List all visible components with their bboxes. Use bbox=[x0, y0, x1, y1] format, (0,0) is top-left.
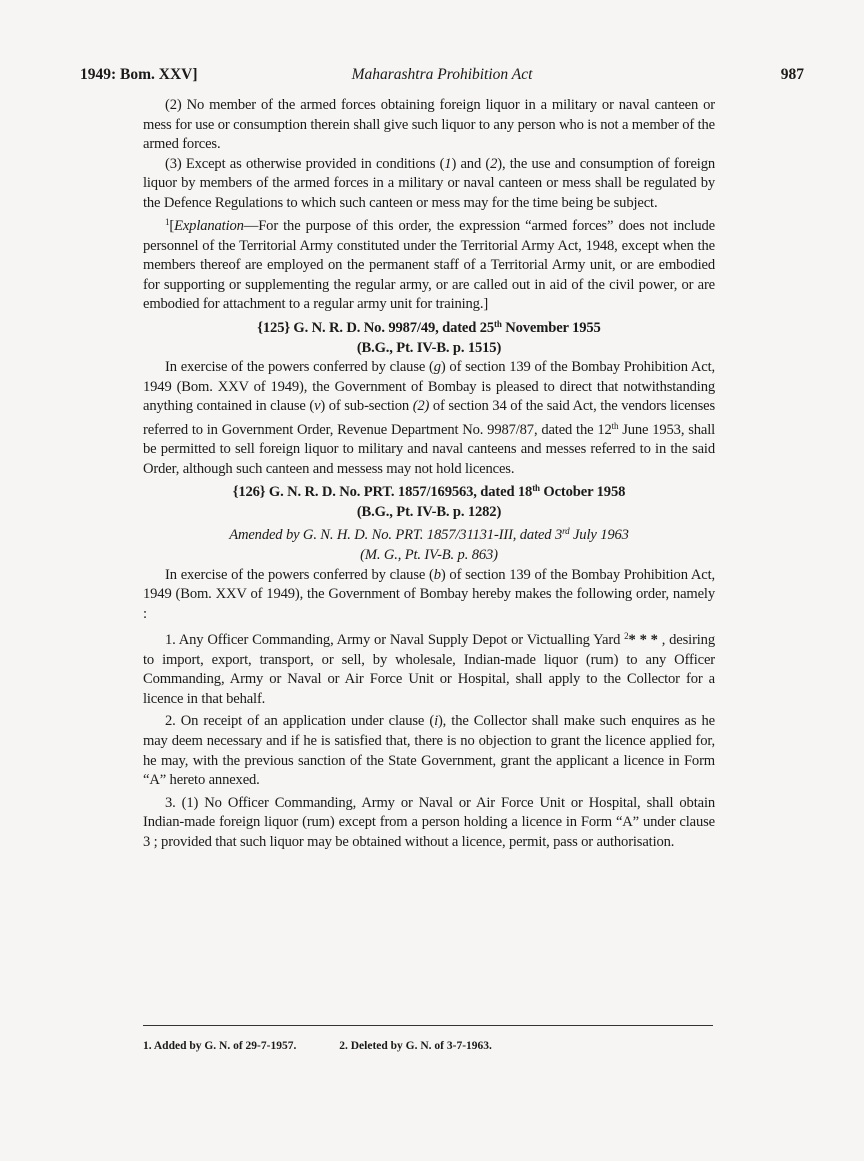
footnote-ref-1: 1 bbox=[165, 217, 170, 228]
order-126-clause-2: 2. On receipt of an application under clause (i), the Collector shall make such enquires as he may deem necessary and if he is satisfied that, there is no objection to grant the licence applied for, he may, with the previous sanction of the State Government, grant the applicant a licence in Form “A” hereto annexed. bbox=[143, 713, 715, 789]
order-126-heading: {126} G. N. R. D. No. PRT. 1857/169563, dated 18th October 1958 bbox=[232, 483, 626, 501]
explanation-paragraph: $^1$[Explanation—For the purpose of this order, the expression “armed forces” does not include personnel of the Territorial Army constituted under the Territorial Army Act, 1948, except when the members thereof are employed on the permanent staff of a Territorial Army unit, or are embodied for supporting or supplementing the regular army, or are called out in aid of the civil power, or are embodied for attachment to a regular army unit for training.] bbox=[143, 217, 715, 313]
order-126-amendment: Amended by G. N. H. D. No. PRT. 1857/31131-III, dated 3rd July 1963 bbox=[229, 526, 629, 544]
footnotes bbox=[143, 1040, 713, 1052]
order-125-gazette: (B.G., Pt. IV-B. p. 1515) bbox=[356, 339, 502, 356]
header-act-reference: 1949: Bom. XXV] bbox=[80, 66, 198, 83]
order-126-clause-1: 1. Any Officer Commanding, Army or Naval Supply Depot or Victualling Yard $^2$* * * , desiring to import, export, transport, or sell, by wholesale, Indian-made liquor (rum) to any Officer Commanding, Army or Naval or Air Force Unit or Hospital, shall apply to the Collector for a licence in that behalf. bbox=[143, 631, 715, 707]
order-126-amendment-gazette: (M. G., Pt. IV-B. p. 863) bbox=[360, 547, 498, 564]
page-body bbox=[143, 96, 715, 852]
order-125-heading: {125} G. N. R. D. No. 9987/49, dated 25th November 1955 bbox=[257, 319, 601, 337]
footnote-1: 1. Added by G. N. of 29-7-1957. bbox=[143, 1040, 297, 1052]
order-126-gazette: (B.G., Pt. IV-B. p. 1282) bbox=[356, 503, 502, 520]
order-126-clause-3: 3. (1) No Officer Commanding, Army or Naval or Air Force Unit or Hospital, shall obtain Indian-made foreign liquor (rum) except from a person holding a licence in Form “A” under clause 3 ; provided that such liquor may be obtained without a licence, permit, pass or authorisation. bbox=[143, 794, 715, 850]
condition-2: (2) No member of the armed forces obtaining foreign liquor in a military or naval canteen or mess for use or consumption therein shall give such liquor to any person who is not a member of the armed forces. bbox=[143, 97, 715, 153]
footnote-2: 2. Deleted by G. N. of 3-7-1963. bbox=[339, 1040, 492, 1052]
deleted-text-stars: * * * bbox=[628, 632, 658, 649]
footnote-divider bbox=[143, 1025, 713, 1026]
order-125-text: In exercise of the powers conferred by clause (g) of section 139 of the Bombay Prohibition Act, 1949 (Bom. XXV of 1949), the Government of Bombay is pleased to direct that notwithstanding anything contained in clause (v) of sub-section (2) of section 34 of the said Act, the vendors licenses referred to in Government Order, Revenue Department No. 9987/87, dated the 12th June 1953, shall be permitted to sell foreign liquor to military and naval canteens and messes referred to in the said Order, although such canteen and messess may not hold licences. bbox=[143, 359, 716, 477]
footnote-ref-2: 2 bbox=[624, 631, 629, 642]
page-header bbox=[80, 66, 804, 88]
page-number: 987 bbox=[780, 66, 804, 83]
header-title: Maharashtra Prohibition Act bbox=[351, 66, 533, 83]
condition-3: (3) Except as otherwise provided in conditions (1) and (2), the use and consumption of foreign liquor by members of the armed forces in a military or naval canteen or mess shall be regulated by the Defence Regulations to which such canteen or mess may for the time being be subject. bbox=[143, 155, 715, 211]
order-126-intro: In exercise of the powers conferred by clause (b) of section 139 of the Bombay Prohibition Act, 1949 (Bom. XXV of 1949), the Government of Bombay hereby makes the following order, namely : bbox=[143, 566, 715, 622]
